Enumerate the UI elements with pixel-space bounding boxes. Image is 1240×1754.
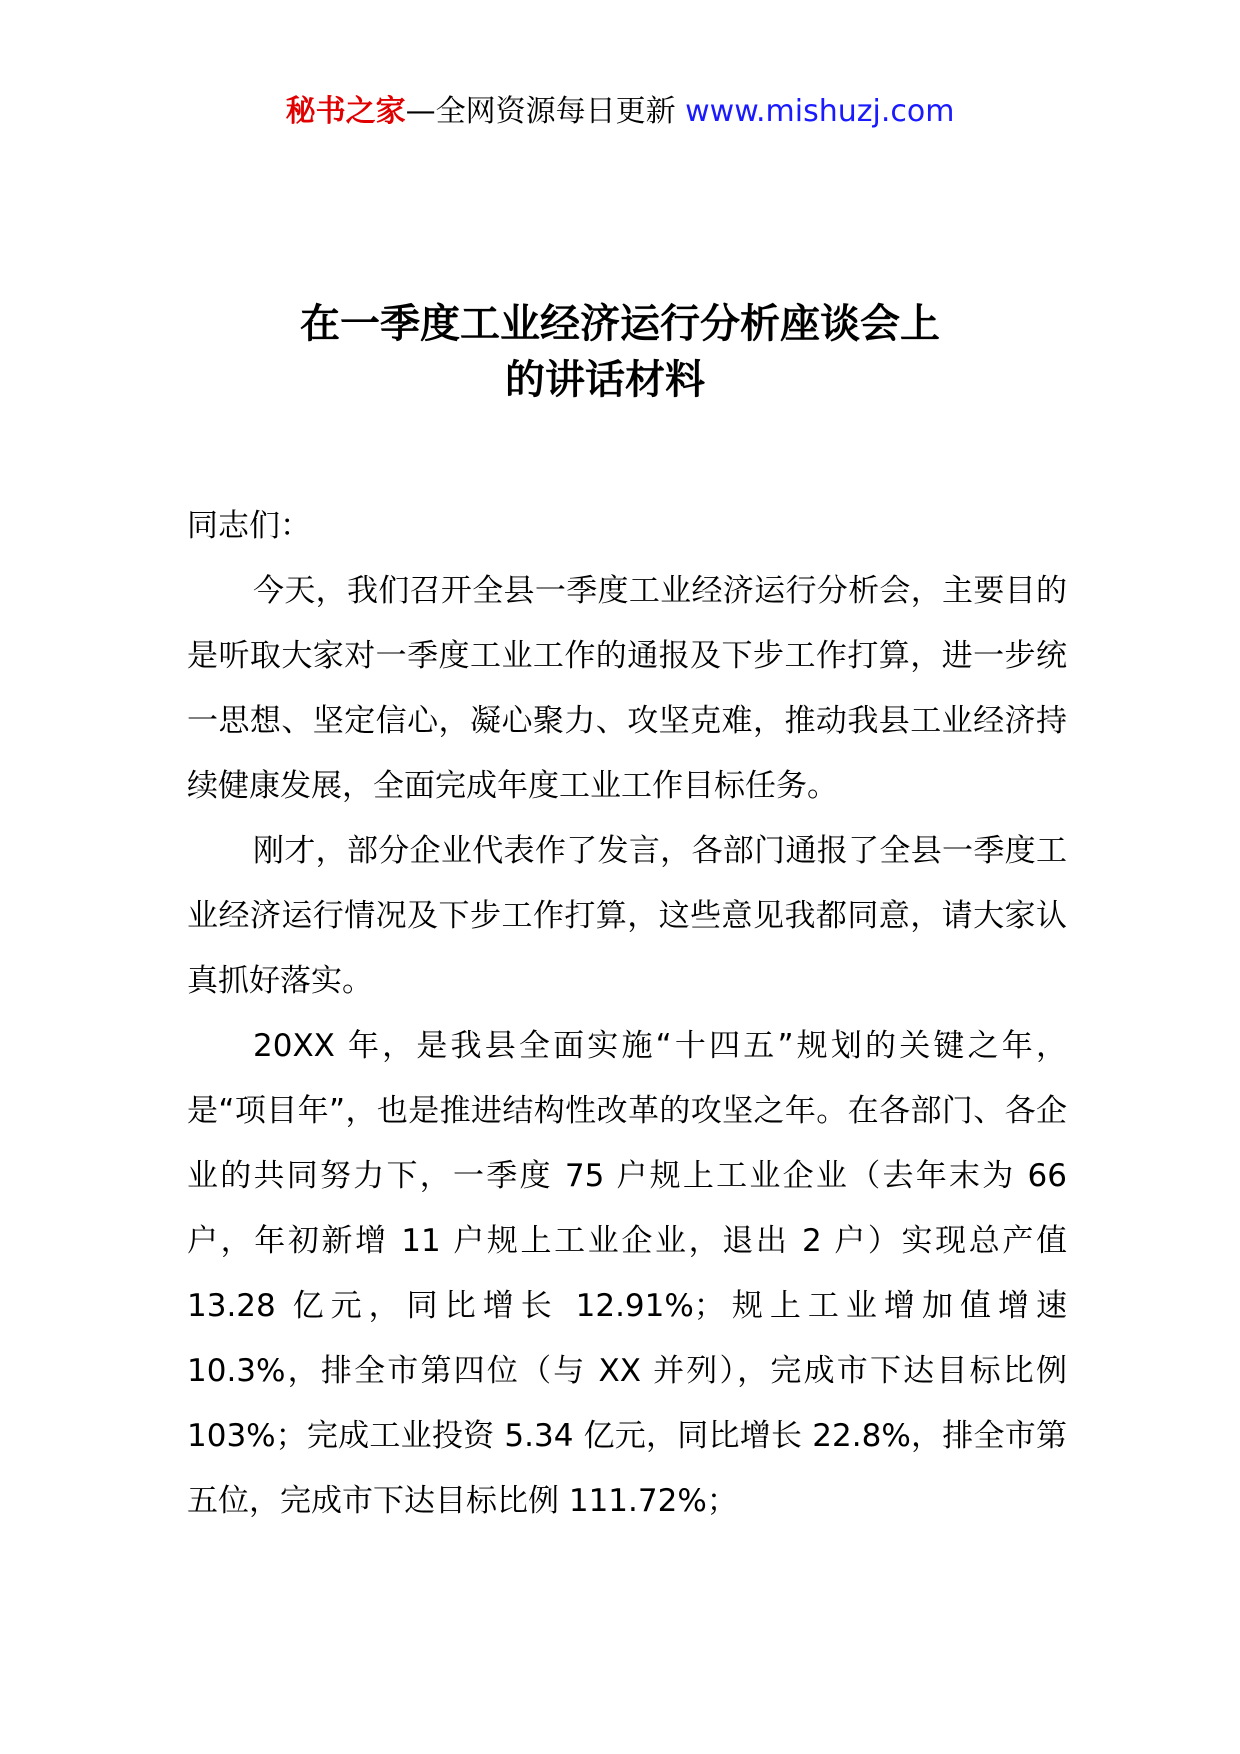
site-brand: 秘书之家 <box>285 94 406 129</box>
title-line-1: 在一季度工业经济运行分析座谈会上 <box>300 301 940 347</box>
document-body <box>187 494 1067 1534</box>
site-url-link[interactable]: www.mishuzj.com <box>685 94 955 129</box>
document-title <box>300 296 1040 408</box>
paragraph-1: 今天，我们召开全县一季度工业经济运行分析会，主要目的是听取大家对一季度工业工作的通报及下步工作打算，进一步统一思想、坚定信心，凝心聚力、攻坚克难，推动我县工业经济持续健康发展，全面完成年度工业工作目标任务。 <box>187 573 1067 804</box>
paragraph-2: 刚才，部分企业代表作了发言，各部门通报了全县一季度工业经济运行情况及下步工作打算，这些意见我都同意，请大家认真抓好落实。 <box>187 833 1067 999</box>
title-line-2: 的讲话材料 <box>505 357 705 403</box>
paragraph-3: 20XX 年，是我县全面实施“十四五”规划的关键之年，是“项目年”，也是推进结构性改革的攻坚之年。在各部门、各企业的共同努力下，一季度 75 户规上工业企业（去年末为 66 户，年初新增 11 户规上工业企业，退出 2 户）实现总产值 13.28 亿元，同比增长 12.91%；规上工业增加值增速 10.3%，排全市第四位（与 XX 并列），完成市下达目标比例 103%；完成工业投资 5.34 亿元，同比增长 22.8%，排全市第五位，完成市下达目标比例 111.72%； <box>187 1028 1067 1519</box>
site-slogan: —全网资源每日更新 <box>405 94 676 129</box>
greeting: 同志们： <box>187 508 311 544</box>
site-header <box>0 92 1240 132</box>
